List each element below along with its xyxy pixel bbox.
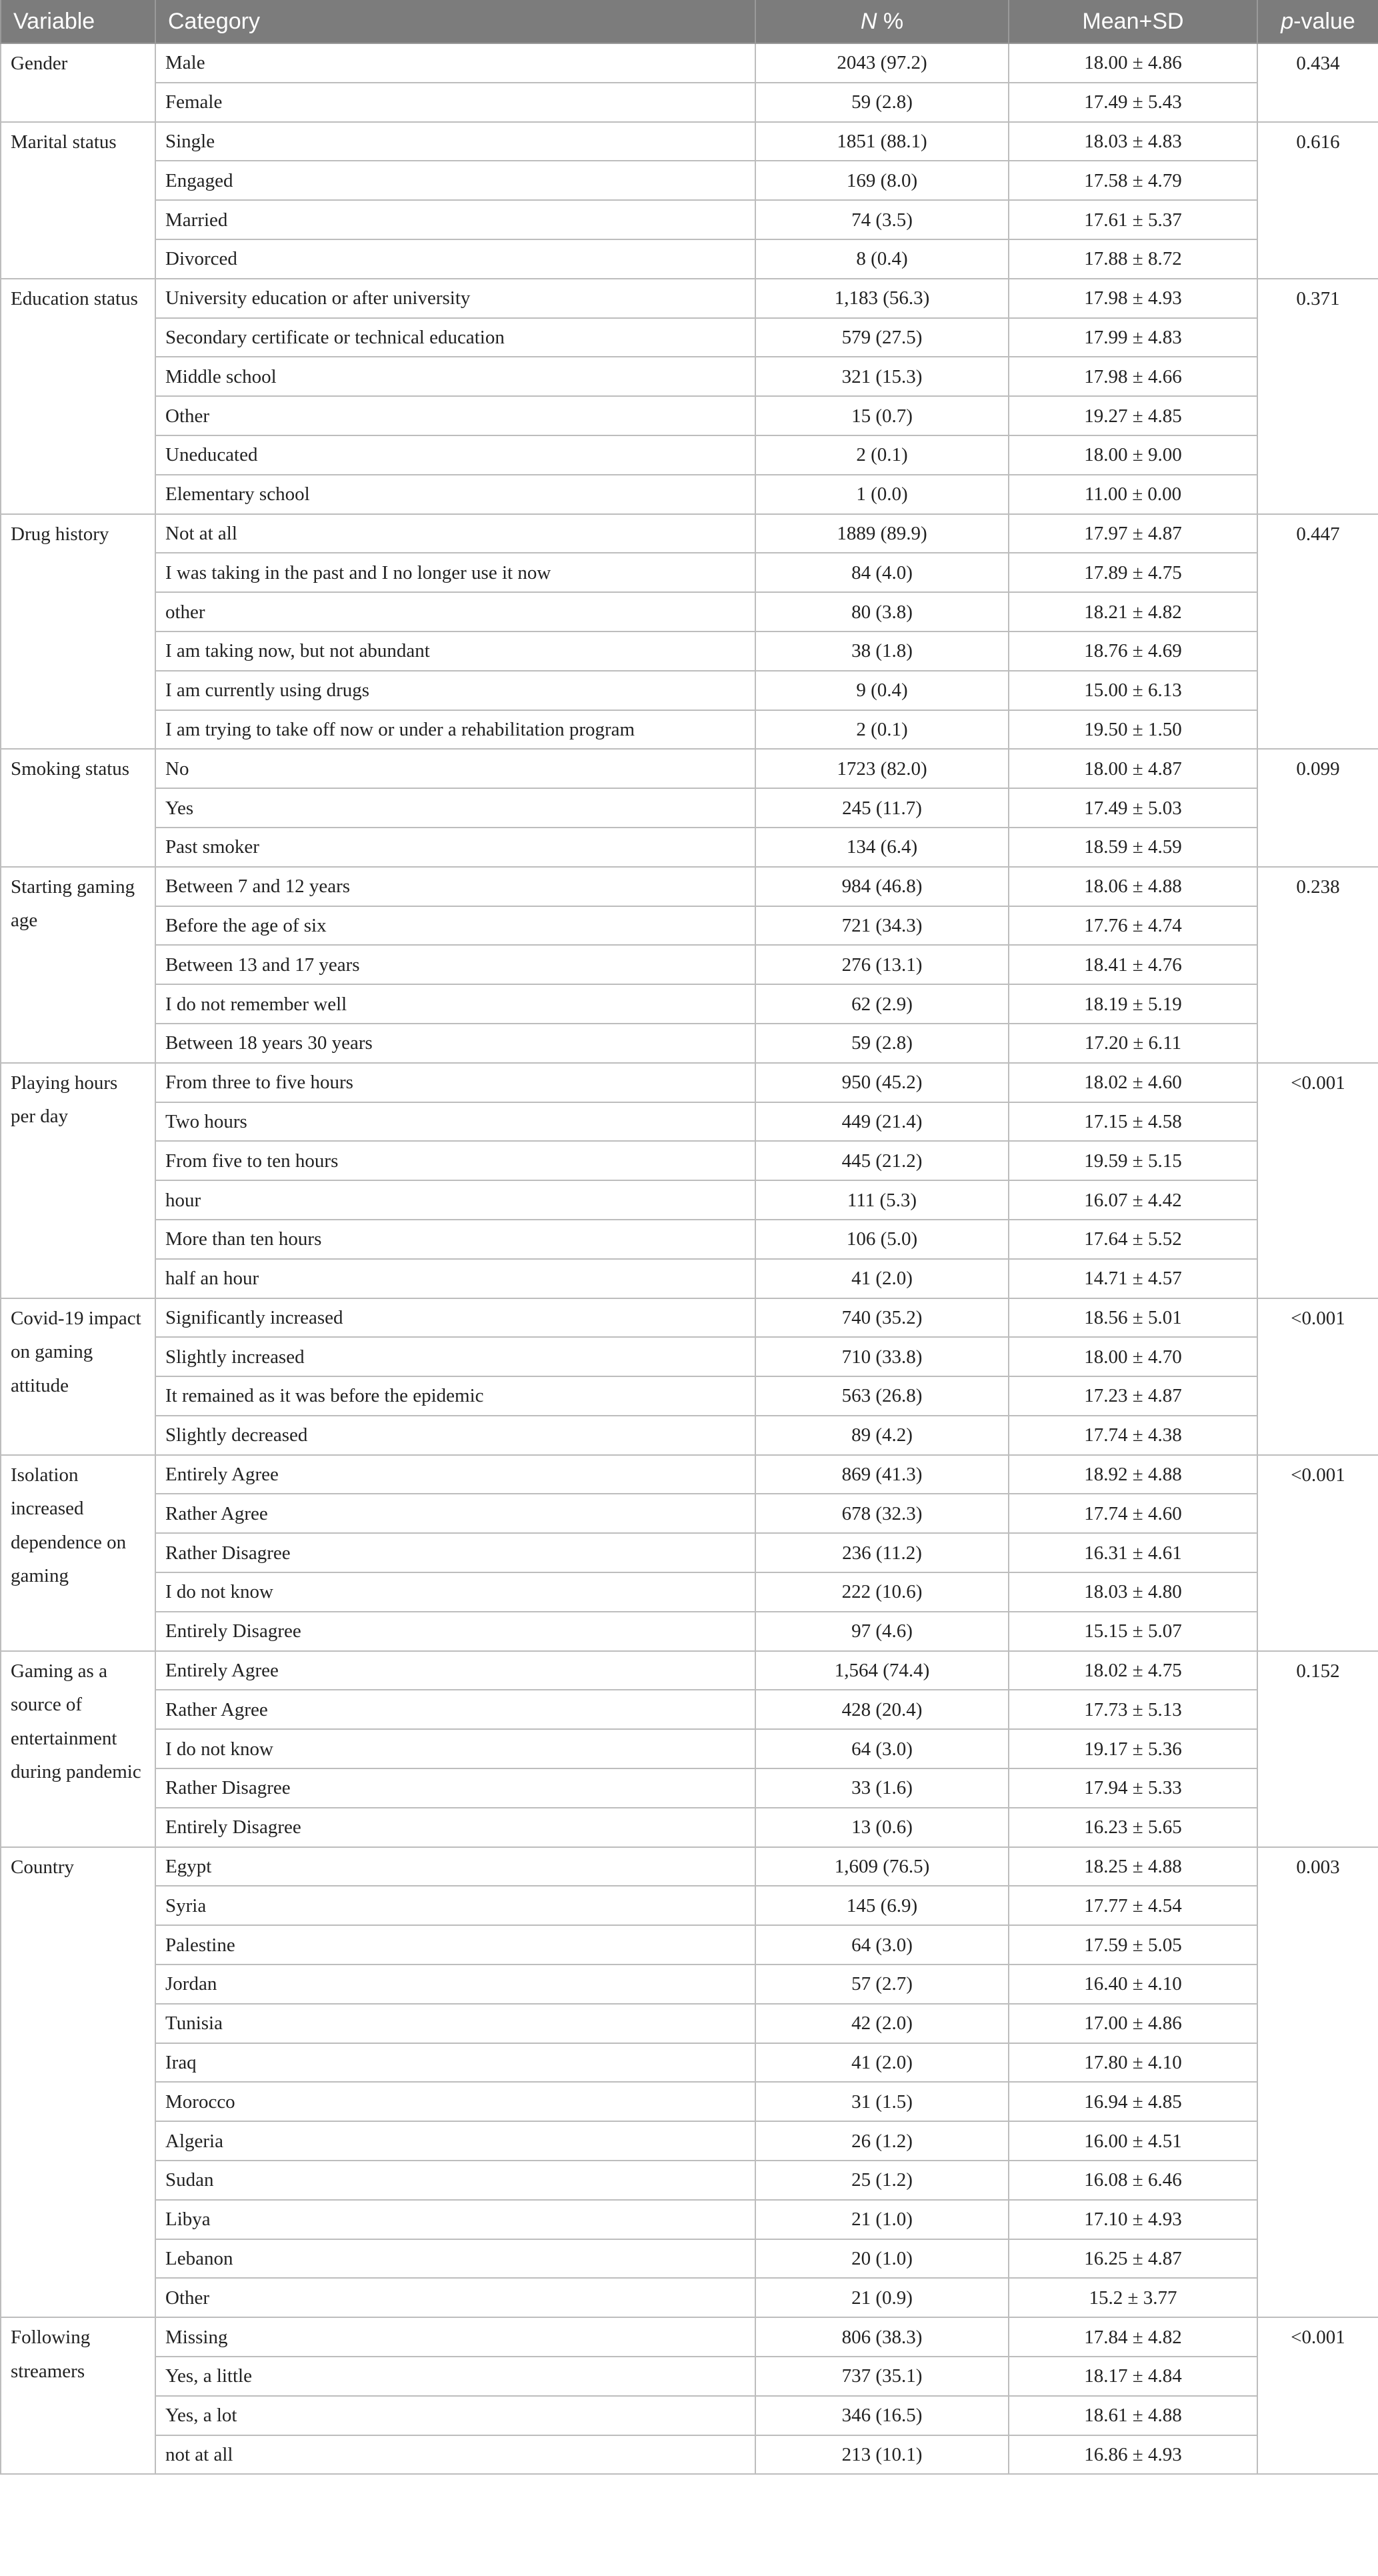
table-row — [1, 710, 1378, 750]
n-percent-cell: 31 (1.5) — [755, 2082, 1009, 2121]
table-row — [1, 553, 1378, 592]
mean-sd-cell: 17.61 ± 5.37 — [1009, 200, 1257, 239]
category-cell: Rather Disagree — [155, 1533, 755, 1572]
category-cell: More than ten hours — [155, 1220, 755, 1259]
mean-sd-cell: 17.97 ± 4.87 — [1009, 514, 1257, 553]
mean-sd-cell: 17.80 ± 4.10 — [1009, 2043, 1257, 2083]
category-cell: Not at all — [155, 514, 755, 553]
table-row — [1, 200, 1378, 239]
category-cell: Significantly increased — [155, 1298, 755, 1338]
n-percent-cell: 245 (11.7) — [755, 788, 1009, 828]
category-cell: Morocco — [155, 2082, 755, 2121]
mean-sd-cell: 18.00 ± 4.87 — [1009, 749, 1257, 788]
category-cell: half an hour — [155, 1259, 755, 1298]
n-percent-cell: 41 (2.0) — [755, 1259, 1009, 1298]
table-row — [1, 318, 1378, 357]
n-percent-cell: 13 (0.6) — [755, 1808, 1009, 1847]
n-percent-cell: 321 (15.3) — [755, 357, 1009, 396]
table-row — [1, 279, 1378, 318]
mean-sd-cell: 18.03 ± 4.83 — [1009, 122, 1257, 161]
category-cell: I am currently using drugs — [155, 671, 755, 710]
p-value-cell: <0.001 — [1257, 2317, 1378, 2474]
table-row — [1, 1690, 1378, 1729]
mean-sd-cell: 18.21 ± 4.82 — [1009, 592, 1257, 631]
table-row — [1, 1455, 1378, 1494]
n-percent-cell: 563 (26.8) — [755, 1376, 1009, 1416]
mean-sd-cell: 18.00 ± 4.86 — [1009, 43, 1257, 83]
category-cell: University education or after university — [155, 279, 755, 318]
mean-sd-cell: 16.86 ± 4.93 — [1009, 2435, 1257, 2475]
n-percent-cell: 57 (2.7) — [755, 1965, 1009, 2004]
mean-sd-cell: 17.98 ± 4.66 — [1009, 357, 1257, 396]
n-percent-cell: 134 (6.4) — [755, 828, 1009, 867]
category-cell: Female — [155, 83, 755, 122]
table-row — [1, 984, 1378, 1024]
n-percent-cell: 1723 (82.0) — [755, 749, 1009, 788]
mean-sd-cell: 18.17 ± 4.84 — [1009, 2357, 1257, 2396]
header-mean-sd: Mean+SD — [1009, 0, 1257, 43]
n-percent-cell: 346 (16.5) — [755, 2396, 1009, 2435]
header-p-label: p — [1281, 8, 1294, 34]
mean-sd-cell: 17.23 ± 4.87 — [1009, 1376, 1257, 1416]
category-cell: I do not remember well — [155, 984, 755, 1024]
header-category: Category — [155, 0, 755, 43]
n-percent-cell: 428 (20.4) — [755, 1690, 1009, 1729]
category-cell: Lebanon — [155, 2239, 755, 2279]
table-row — [1, 1768, 1378, 1808]
table-row — [1, 2317, 1378, 2357]
category-cell: Yes, a little — [155, 2357, 755, 2396]
mean-sd-cell: 17.98 ± 4.93 — [1009, 279, 1257, 318]
category-cell: Rather Disagree — [155, 1768, 755, 1808]
mean-sd-cell: 19.59 ± 5.15 — [1009, 1141, 1257, 1180]
category-cell: No — [155, 749, 755, 788]
table-row — [1, 1494, 1378, 1533]
table-row — [1, 2435, 1378, 2475]
category-cell: Tunisia — [155, 2004, 755, 2043]
category-cell: I was taking in the past and I no longer use it now — [155, 553, 755, 592]
mean-sd-cell: 17.58 ± 4.79 — [1009, 161, 1257, 200]
mean-sd-cell: 18.19 ± 5.19 — [1009, 984, 1257, 1024]
table-row — [1, 435, 1378, 475]
mean-sd-cell: 11.00 ± 0.00 — [1009, 475, 1257, 514]
category-cell: Other — [155, 396, 755, 435]
n-percent-cell: 984 (46.8) — [755, 867, 1009, 906]
p-value-cell: <0.001 — [1257, 1455, 1378, 1651]
table-row — [1, 2357, 1378, 2396]
mean-sd-cell: 17.74 ± 4.38 — [1009, 1416, 1257, 1455]
mean-sd-cell: 19.27 ± 4.85 — [1009, 396, 1257, 435]
n-percent-cell: 579 (27.5) — [755, 318, 1009, 357]
mean-sd-cell: 16.31 ± 4.61 — [1009, 1533, 1257, 1572]
mean-sd-cell: 16.07 ± 4.42 — [1009, 1180, 1257, 1220]
category-cell: hour — [155, 1180, 755, 1220]
mean-sd-cell: 18.59 ± 4.59 — [1009, 828, 1257, 867]
header-value-label: -value — [1293, 8, 1355, 34]
category-cell: I do not know — [155, 1572, 755, 1612]
category-cell: Between 18 years 30 years — [155, 1024, 755, 1063]
n-percent-cell: 445 (21.2) — [755, 1141, 1009, 1180]
n-percent-cell: 62 (2.9) — [755, 984, 1009, 1024]
mean-sd-cell: 17.94 ± 5.33 — [1009, 1768, 1257, 1808]
header-percent-label: % — [877, 8, 904, 34]
table-row — [1, 1298, 1378, 1338]
table-row — [1, 1063, 1378, 1102]
header-n-label: N — [860, 8, 877, 34]
table-row — [1, 475, 1378, 514]
variable-cell: Drug history — [1, 514, 155, 750]
table-row — [1, 1808, 1378, 1847]
n-percent-cell: 38 (1.8) — [755, 631, 1009, 671]
mean-sd-cell: 18.03 ± 4.80 — [1009, 1572, 1257, 1612]
n-percent-cell: 21 (0.9) — [755, 2278, 1009, 2317]
mean-sd-cell: 17.59 ± 5.05 — [1009, 1925, 1257, 1965]
category-cell: not at all — [155, 2435, 755, 2475]
n-percent-cell: 97 (4.6) — [755, 1612, 1009, 1651]
mean-sd-cell: 18.25 ± 4.88 — [1009, 1847, 1257, 1886]
n-percent-cell: 41 (2.0) — [755, 2043, 1009, 2083]
n-percent-cell: 9 (0.4) — [755, 671, 1009, 710]
mean-sd-cell: 18.02 ± 4.75 — [1009, 1651, 1257, 1690]
n-percent-cell: 21 (1.0) — [755, 2200, 1009, 2239]
n-percent-cell: 59 (2.8) — [755, 83, 1009, 122]
category-cell: I am taking now, but not abundant — [155, 631, 755, 671]
category-cell: Syria — [155, 1886, 755, 1925]
mean-sd-cell: 15.15 ± 5.07 — [1009, 1612, 1257, 1651]
mean-sd-cell: 16.25 ± 4.87 — [1009, 2239, 1257, 2279]
mean-sd-cell: 17.10 ± 4.93 — [1009, 2200, 1257, 2239]
table-row — [1, 514, 1378, 553]
category-cell: I am trying to take off now or under a rehabilitation program — [155, 710, 755, 750]
table-row — [1, 1612, 1378, 1651]
category-cell: Male — [155, 43, 755, 83]
n-percent-cell: 64 (3.0) — [755, 1925, 1009, 1965]
category-cell: Jordan — [155, 1965, 755, 2004]
n-percent-cell: 15 (0.7) — [755, 396, 1009, 435]
category-cell: Slightly decreased — [155, 1416, 755, 1455]
p-value-cell: 0.447 — [1257, 514, 1378, 750]
table-body — [1, 43, 1378, 2474]
n-percent-cell: 213 (10.1) — [755, 2435, 1009, 2475]
category-cell: Two hours — [155, 1102, 755, 1142]
header-variable: Variable — [1, 0, 155, 43]
table-row — [1, 1102, 1378, 1142]
table-row — [1, 592, 1378, 631]
mean-sd-cell: 17.77 ± 4.54 — [1009, 1886, 1257, 1925]
category-cell: Married — [155, 200, 755, 239]
n-percent-cell: 89 (4.2) — [755, 1416, 1009, 1455]
n-percent-cell: 145 (6.9) — [755, 1886, 1009, 1925]
n-percent-cell: 721 (34.3) — [755, 906, 1009, 946]
category-cell: Entirely Agree — [155, 1651, 755, 1690]
mean-sd-cell: 17.84 ± 4.82 — [1009, 2317, 1257, 2357]
mean-sd-cell: 19.17 ± 5.36 — [1009, 1729, 1257, 1768]
mean-sd-cell: 17.49 ± 5.43 — [1009, 83, 1257, 122]
variable-cell: Gender — [1, 43, 155, 122]
mean-sd-cell: 16.40 ± 4.10 — [1009, 1965, 1257, 2004]
table-row — [1, 1925, 1378, 1965]
table-row — [1, 1220, 1378, 1259]
mean-sd-cell: 18.92 ± 4.88 — [1009, 1455, 1257, 1494]
category-cell: Secondary certificate or technical education — [155, 318, 755, 357]
table-row — [1, 161, 1378, 200]
category-cell: Single — [155, 122, 755, 161]
category-cell: Entirely Disagree — [155, 1808, 755, 1847]
n-percent-cell: 8 (0.4) — [755, 239, 1009, 279]
n-percent-cell: 869 (41.3) — [755, 1455, 1009, 1494]
mean-sd-cell: 16.94 ± 4.85 — [1009, 2082, 1257, 2121]
mean-sd-cell: 18.76 ± 4.69 — [1009, 631, 1257, 671]
table-row — [1, 945, 1378, 984]
table-row — [1, 2082, 1378, 2121]
n-percent-cell: 1,564 (74.4) — [755, 1651, 1009, 1690]
table-row — [1, 906, 1378, 946]
table-header — [1, 0, 1378, 43]
table-row — [1, 1572, 1378, 1612]
mean-sd-cell: 17.20 ± 6.11 — [1009, 1024, 1257, 1063]
n-percent-cell: 236 (11.2) — [755, 1533, 1009, 1572]
n-percent-cell: 2 (0.1) — [755, 710, 1009, 750]
mean-sd-cell: 18.00 ± 9.00 — [1009, 435, 1257, 475]
variable-cell: Marital status — [1, 122, 155, 279]
n-percent-cell: 42 (2.0) — [755, 2004, 1009, 2043]
n-percent-cell: 276 (13.1) — [755, 945, 1009, 984]
mean-sd-cell: 17.64 ± 5.52 — [1009, 1220, 1257, 1259]
mean-sd-cell: 16.08 ± 6.46 — [1009, 2161, 1257, 2200]
mean-sd-cell: 17.88 ± 8.72 — [1009, 239, 1257, 279]
category-cell: From three to five hours — [155, 1063, 755, 1102]
n-percent-cell: 710 (33.8) — [755, 1337, 1009, 1376]
n-percent-cell: 84 (4.0) — [755, 553, 1009, 592]
n-percent-cell: 64 (3.0) — [755, 1729, 1009, 1768]
category-cell: Elementary school — [155, 475, 755, 514]
mean-sd-cell: 19.50 ± 1.50 — [1009, 710, 1257, 750]
variable-cell: Covid-19 impact on gaming attitude — [1, 1298, 155, 1455]
table-row — [1, 1847, 1378, 1886]
table-row — [1, 2043, 1378, 2083]
n-percent-cell: 106 (5.0) — [755, 1220, 1009, 1259]
variable-cell: Country — [1, 1847, 155, 2318]
table-row — [1, 43, 1378, 83]
header-row — [1, 0, 1378, 43]
n-percent-cell: 26 (1.2) — [755, 2121, 1009, 2161]
mean-sd-cell: 17.00 ± 4.86 — [1009, 2004, 1257, 2043]
n-percent-cell: 737 (35.1) — [755, 2357, 1009, 2396]
n-percent-cell: 111 (5.3) — [755, 1180, 1009, 1220]
n-percent-cell: 74 (3.5) — [755, 200, 1009, 239]
mean-sd-cell: 17.74 ± 4.60 — [1009, 1494, 1257, 1533]
mean-sd-cell: 18.00 ± 4.70 — [1009, 1337, 1257, 1376]
mean-sd-cell: 18.56 ± 5.01 — [1009, 1298, 1257, 1338]
mean-sd-cell: 17.76 ± 4.74 — [1009, 906, 1257, 946]
table-row — [1, 1259, 1378, 1298]
mean-sd-cell: 16.23 ± 5.65 — [1009, 1808, 1257, 1847]
table-row — [1, 396, 1378, 435]
header-n-percent — [755, 0, 1009, 43]
table-row — [1, 2121, 1378, 2161]
table-row — [1, 2278, 1378, 2317]
mean-sd-cell: 17.49 ± 5.03 — [1009, 788, 1257, 828]
n-percent-cell: 59 (2.8) — [755, 1024, 1009, 1063]
table-row — [1, 1376, 1378, 1416]
category-cell: Entirely Disagree — [155, 1612, 755, 1651]
n-percent-cell: 20 (1.0) — [755, 2239, 1009, 2279]
n-percent-cell: 25 (1.2) — [755, 2161, 1009, 2200]
n-percent-cell: 806 (38.3) — [755, 2317, 1009, 2357]
table-row — [1, 357, 1378, 396]
category-cell: Yes, a lot — [155, 2396, 755, 2435]
table-row — [1, 671, 1378, 710]
table-row — [1, 788, 1378, 828]
n-percent-cell: 33 (1.6) — [755, 1768, 1009, 1808]
category-cell: Uneducated — [155, 435, 755, 475]
category-cell: Sudan — [155, 2161, 755, 2200]
n-percent-cell: 1 (0.0) — [755, 475, 1009, 514]
p-value-cell: 0.099 — [1257, 749, 1378, 866]
table-row — [1, 828, 1378, 867]
category-cell: Iraq — [155, 2043, 755, 2083]
p-value-cell: <0.001 — [1257, 1063, 1378, 1298]
mean-sd-cell: 18.61 ± 4.88 — [1009, 2396, 1257, 2435]
mean-sd-cell: 18.06 ± 4.88 — [1009, 867, 1257, 906]
variable-cell: Playing hours per day — [1, 1063, 155, 1298]
category-cell: Yes — [155, 788, 755, 828]
variable-cell: Gaming as a source of entertainment during pandemic — [1, 1651, 155, 1847]
category-cell: Slightly increased — [155, 1337, 755, 1376]
n-percent-cell: 950 (45.2) — [755, 1063, 1009, 1102]
variable-cell: Starting gaming age — [1, 867, 155, 1063]
n-percent-cell: 1,609 (76.5) — [755, 1847, 1009, 1886]
table-row — [1, 1141, 1378, 1180]
mean-sd-cell: 15.00 ± 6.13 — [1009, 671, 1257, 710]
n-percent-cell: 222 (10.6) — [755, 1572, 1009, 1612]
category-cell: Entirely Agree — [155, 1455, 755, 1494]
table-row — [1, 1416, 1378, 1455]
category-cell: Libya — [155, 2200, 755, 2239]
table-row — [1, 1024, 1378, 1063]
table-row — [1, 1729, 1378, 1768]
category-cell: Rather Agree — [155, 1690, 755, 1729]
category-cell: I do not know — [155, 1729, 755, 1768]
mean-sd-cell: 18.02 ± 4.60 — [1009, 1063, 1257, 1102]
table-row — [1, 631, 1378, 671]
table-row — [1, 2004, 1378, 2043]
n-percent-cell: 1851 (88.1) — [755, 122, 1009, 161]
n-percent-cell: 2 (0.1) — [755, 435, 1009, 475]
table-row — [1, 1533, 1378, 1572]
table-row — [1, 122, 1378, 161]
category-cell: From five to ten hours — [155, 1141, 755, 1180]
table-row — [1, 2161, 1378, 2200]
mean-sd-cell: 18.41 ± 4.76 — [1009, 945, 1257, 984]
header-p-value — [1257, 0, 1378, 43]
mean-sd-cell: 14.71 ± 4.57 — [1009, 1259, 1257, 1298]
category-cell: other — [155, 592, 755, 631]
category-cell: Between 7 and 12 years — [155, 867, 755, 906]
mean-sd-cell: 16.00 ± 4.51 — [1009, 2121, 1257, 2161]
category-cell: Engaged — [155, 161, 755, 200]
n-percent-cell: 1889 (89.9) — [755, 514, 1009, 553]
table-row — [1, 1965, 1378, 2004]
p-value-cell: 0.003 — [1257, 1847, 1378, 2318]
p-value-cell: 0.434 — [1257, 43, 1378, 122]
mean-sd-cell: 17.89 ± 4.75 — [1009, 553, 1257, 592]
variable-cell: Isolation increased dependence on gaming — [1, 1455, 155, 1651]
category-cell: Between 13 and 17 years — [155, 945, 755, 984]
n-percent-cell: 80 (3.8) — [755, 592, 1009, 631]
table-row — [1, 1886, 1378, 1925]
table-row — [1, 2396, 1378, 2435]
p-value-cell: 0.371 — [1257, 279, 1378, 514]
p-value-cell: <0.001 — [1257, 1298, 1378, 1455]
mean-sd-cell: 17.15 ± 4.58 — [1009, 1102, 1257, 1142]
table-row — [1, 867, 1378, 906]
category-cell: Rather Agree — [155, 1494, 755, 1533]
table-row — [1, 1337, 1378, 1376]
category-cell: Middle school — [155, 357, 755, 396]
table-row — [1, 2239, 1378, 2279]
p-value-cell: 0.616 — [1257, 122, 1378, 279]
table-row — [1, 1651, 1378, 1690]
n-percent-cell: 1,183 (56.3) — [755, 279, 1009, 318]
category-cell: Divorced — [155, 239, 755, 279]
p-value-cell: 0.238 — [1257, 867, 1378, 1063]
n-percent-cell: 678 (32.3) — [755, 1494, 1009, 1533]
table-row — [1, 749, 1378, 788]
category-cell: Algeria — [155, 2121, 755, 2161]
category-cell: It remained as it was before the epidemic — [155, 1376, 755, 1416]
category-cell: Missing — [155, 2317, 755, 2357]
table-row — [1, 83, 1378, 122]
mean-sd-cell: 17.99 ± 4.83 — [1009, 318, 1257, 357]
table-row — [1, 2200, 1378, 2239]
category-cell: Past smoker — [155, 828, 755, 867]
variable-cell: Following streamers — [1, 2317, 155, 2474]
p-value-cell: 0.152 — [1257, 1651, 1378, 1847]
mean-sd-cell: 15.2 ± 3.77 — [1009, 2278, 1257, 2317]
variable-cell: Education status — [1, 279, 155, 514]
n-percent-cell: 449 (21.4) — [755, 1102, 1009, 1142]
n-percent-cell: 169 (8.0) — [755, 161, 1009, 200]
n-percent-cell: 740 (35.2) — [755, 1298, 1009, 1338]
table-row — [1, 1180, 1378, 1220]
category-cell: Before the age of six — [155, 906, 755, 946]
category-cell: Egypt — [155, 1847, 755, 1886]
category-cell: Other — [155, 2278, 755, 2317]
mean-sd-cell: 17.73 ± 5.13 — [1009, 1690, 1257, 1729]
variable-cell: Smoking status — [1, 749, 155, 866]
category-cell: Palestine — [155, 1925, 755, 1965]
n-percent-cell: 2043 (97.2) — [755, 43, 1009, 83]
table-row — [1, 239, 1378, 279]
